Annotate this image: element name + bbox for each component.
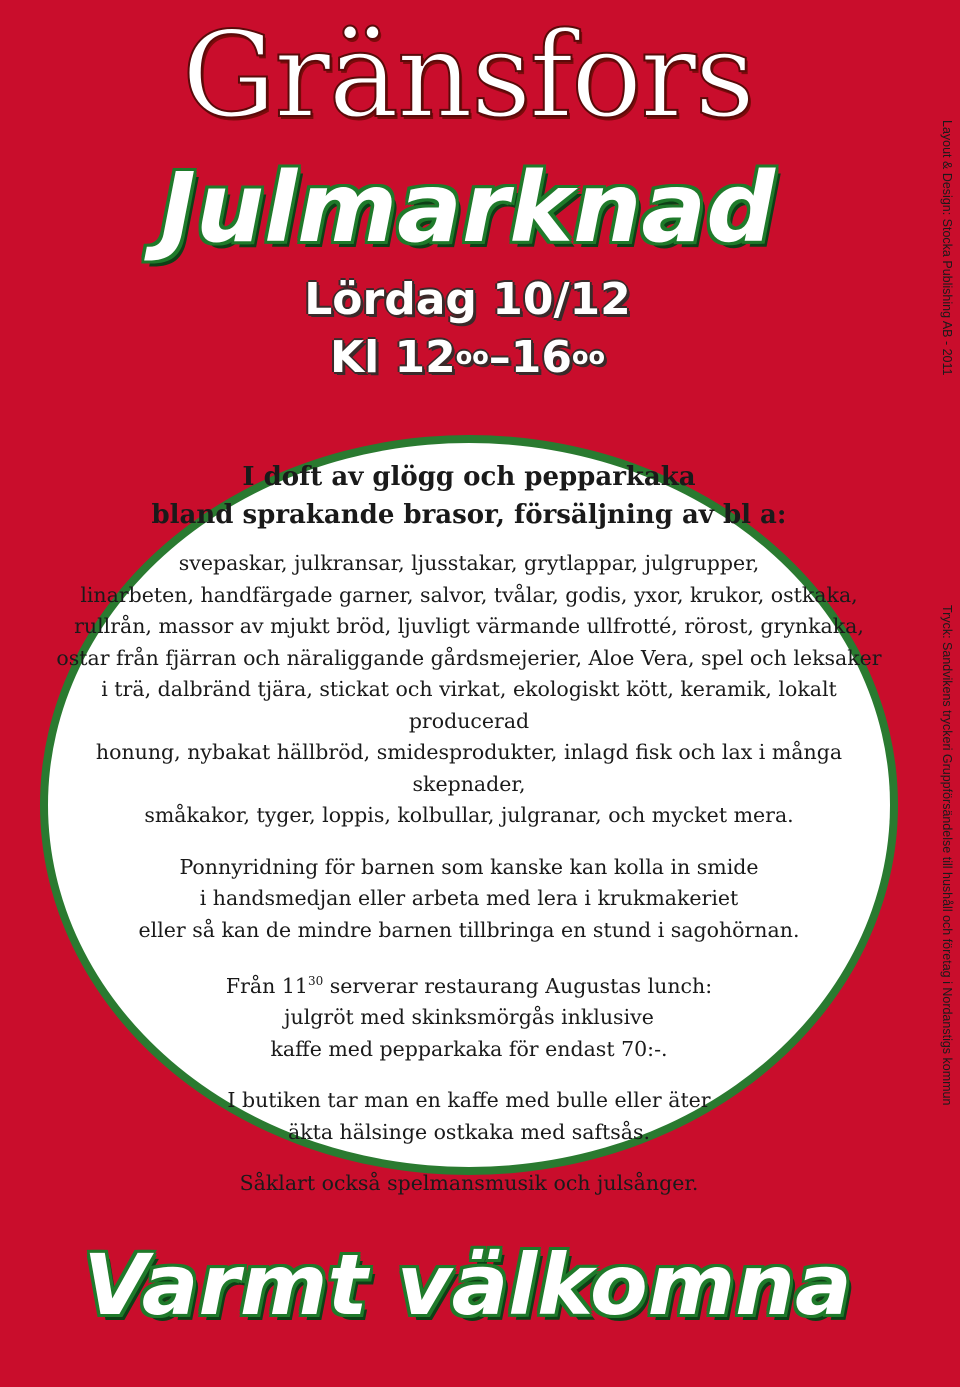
items-line: småkakor, tyger, loppis, kolbullar, julgranar, och mycket mera. — [144, 803, 794, 827]
layout-credit: Layout & Design: Stocka Publishing AB - 2011 — [940, 120, 954, 376]
lunch-line: julgröt med skinksmörgås inklusive — [284, 1005, 654, 1030]
music-line: Såklart också spelmansmusik och julsånger. — [239, 1171, 699, 1196]
items-line: rullrån, massor av mjukt bröd, ljuvligt värmande ullfrotté, rörost, grynkaka, — [74, 614, 864, 638]
items-line: honung, nybakat hällbröd, smidesprodukter, inlagd fisk och lax i många skepnader, — [95, 740, 843, 796]
pony-line: i handsmedjan eller arbeta med lera i krukmakeriet — [199, 886, 739, 910]
shop-line: I butiken tar man en kaffe med bulle eller äter — [227, 1088, 711, 1113]
info-content — [40, 458, 898, 1200]
lunch-line — [40, 966, 898, 1002]
items-line: svepaskar, julkransar, ljusstakar, grytlappar, julgrupper, — [178, 551, 760, 575]
welcome-text: Varmt välkomna — [83, 1236, 852, 1334]
lunch-minutes: 30 — [307, 974, 324, 988]
event-time — [0, 330, 935, 386]
items-line: i trä, dalbränd tjära, stickat och virkat, ekologiskt kött, keramik, lokalt producerad — [101, 677, 837, 733]
pony-line: eller så kan de mindre barnen tillbringa en stund i sagohörnan. — [138, 917, 800, 942]
poster-subtitle: Julmarknad — [160, 152, 775, 264]
headline-line-2: bland sprakande brasor, försäljning av bl a: — [151, 500, 787, 530]
lunch-rest: serverar restaurang Augustas lunch: — [323, 973, 713, 998]
event-date: Lördag 10/12 — [304, 274, 631, 325]
items-line: ostar från fjärran och näraliggande gårdsmejerier, Aloe Vera, spel och leksaker — [56, 645, 882, 670]
poster-title: Gränsfors — [181, 6, 754, 144]
lunch-line: kaffe med pepparkaka för endast 70:-. — [270, 1036, 668, 1061]
time-end-minutes: oo — [571, 342, 605, 370]
shop-line: äkta hälsinge ostkaka med saftsås. — [287, 1119, 651, 1144]
time-start-minutes: oo — [455, 342, 489, 370]
lunch-prefix: Från 11 — [225, 973, 308, 998]
headline-line-1: I doft av glögg och pepparkaka — [242, 462, 696, 492]
print-credit: Tryck: Sandvikens tryckeri Gruppförsändelse till hushåll och företag i Nordanstigs kommun — [940, 605, 954, 1106]
pony-line: Ponnyridning för barnen som kanske kan kolla in smide — [179, 854, 759, 879]
time-prefix: Kl 12 — [330, 332, 456, 383]
time-dash: –16 — [488, 332, 572, 383]
items-line: linarbeten, handfärgade garner, salvor, tvålar, godis, yxor, krukor, ostkaka, — [80, 582, 858, 607]
